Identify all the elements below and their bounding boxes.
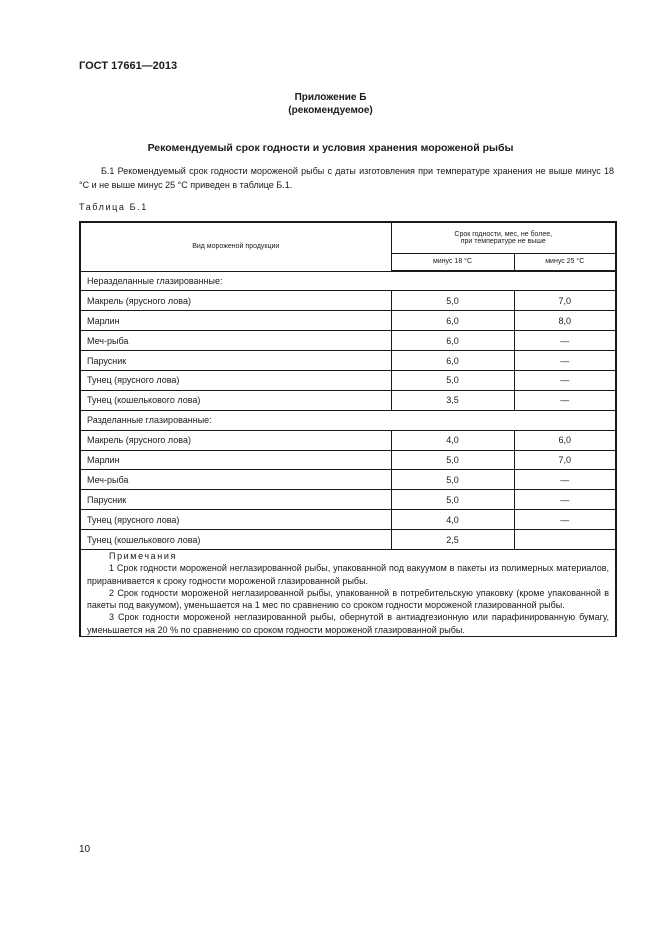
shelf-life-table — [79, 221, 617, 637]
minus-25-cell: — — [514, 510, 616, 530]
minus-18-cell: 5,0 — [391, 490, 514, 510]
minus-18-cell: 5,0 — [391, 450, 514, 470]
note-item: 3 Срок годности мороженой неглазированной рыбы, обернутой в антиадгезионную или парафинированную бумагу, уменьшается на 20 % по сравнению со сроком годности мороженой глазированной рыбы. — [87, 612, 610, 635]
minus-18-cell: 4,0 — [391, 510, 514, 530]
minus-25-cell: — — [514, 370, 616, 390]
product-name-cell: Тунец (ярусного лова) — [80, 510, 391, 530]
header-product-type: Вид мороженой продукции — [80, 222, 391, 271]
product-name-cell: Марлин — [80, 450, 391, 470]
table-row — [80, 331, 616, 351]
group-title: Неразделанные глазированные: — [80, 271, 616, 291]
minus-18-cell: 3,5 — [391, 390, 514, 410]
product-name-cell: Марлин — [80, 311, 391, 331]
product-name-cell: Меч-рыба — [80, 470, 391, 490]
product-name-cell: Парусник — [80, 490, 391, 510]
minus-25-cell: 7,0 — [514, 450, 616, 470]
product-name-cell: Тунец (ярусного лова) — [80, 370, 391, 390]
header-shelf-life-line2: при температуре не выше — [460, 237, 546, 245]
appendix-subtitle: (рекомендуемое) — [288, 105, 373, 116]
group-header-row — [80, 271, 616, 291]
minus-25-cell: 7,0 — [514, 291, 616, 311]
table-row — [80, 291, 616, 311]
minus-18-cell: 6,0 — [391, 351, 514, 371]
notes-list — [87, 562, 609, 636]
table-row — [80, 370, 616, 390]
table-row — [80, 311, 616, 331]
minus-25-cell: 6,0 — [514, 430, 616, 450]
minus-18-cell: 2,5 — [391, 530, 514, 550]
document-code: ГОСТ 17661—2013 — [79, 60, 178, 72]
note-item: 1 Срок годности мороженой неглазированной рыбы, упакованной под вакуумом в пакеты из полимерных материалов, приравнивается к сроку годности мороженой глазированной рыбы. — [87, 563, 610, 586]
table-row — [80, 530, 616, 550]
minus-18-cell: 4,0 — [391, 430, 514, 450]
minus-18-cell: 6,0 — [391, 331, 514, 351]
group-title: Разделанные глазированные: — [80, 410, 616, 430]
header-shelf-life — [391, 222, 616, 253]
group-header-row — [80, 410, 616, 430]
table-body — [80, 271, 616, 549]
minus-25-cell — [514, 530, 616, 550]
table-row — [80, 390, 616, 410]
product-name-cell: Тунец (кошелькового лова) — [80, 530, 391, 550]
product-name-cell: Макрель (ярусного лова) — [80, 291, 391, 311]
appendix-heading — [0, 91, 661, 117]
minus-18-cell: 6,0 — [391, 311, 514, 331]
header-minus-18: минус 18 °С — [391, 253, 514, 271]
minus-25-cell: 8,0 — [514, 311, 616, 331]
table-label: Таблица Б.1 — [79, 202, 148, 212]
notes-cell — [80, 549, 616, 636]
appendix-title: Приложение Б — [294, 92, 367, 103]
minus-25-cell: — — [514, 351, 616, 371]
product-name-cell: Парусник — [80, 351, 391, 371]
document-title: Рекомендуемый срок годности и условия хранения мороженой рыбы — [147, 142, 514, 154]
minus-25-cell: — — [514, 490, 616, 510]
minus-25-cell: — — [514, 470, 616, 490]
minus-18-cell: 5,0 — [391, 470, 514, 490]
intro-paragraph: Б.1 Рекомендуемый срок годности мороженой рыбы с даты изготовления при температуре хранения не выше минус 18 °С и не выше минус 25 °С приведен в таблице Б.1. — [79, 166, 614, 190]
page-number: 10 — [79, 844, 91, 855]
minus-18-cell: 5,0 — [391, 291, 514, 311]
note-item: 2 Срок годности мороженой неглазированной рыбы, упакованной в потребительскую упаковку (кроме упакованной в пакеты под вакуумом), уменьшается на 1 мес по сравнению со сроком годности мороженой глазированной рыбы. — [87, 587, 610, 611]
minus-18-cell: 5,0 — [391, 370, 514, 390]
minus-25-cell: — — [514, 331, 616, 351]
product-name-cell: Макрель (ярусного лова) — [80, 430, 391, 450]
table-row — [80, 450, 616, 470]
table-row — [80, 490, 616, 510]
notes-title: Примечания — [109, 550, 177, 561]
header-minus-25: минус 25 °С — [514, 253, 616, 271]
table-row — [80, 510, 616, 530]
minus-25-cell: — — [514, 390, 616, 410]
notes-row — [80, 549, 616, 636]
table-row — [80, 351, 616, 371]
product-name-cell: Меч-рыба — [80, 331, 391, 351]
table-row — [80, 430, 616, 450]
table-header-row — [80, 222, 616, 253]
table-row — [80, 470, 616, 490]
product-name-cell: Тунец (кошелькового лова) — [80, 390, 391, 410]
header-shelf-life-line1: Срок годности, мес, не более, — [454, 230, 553, 238]
